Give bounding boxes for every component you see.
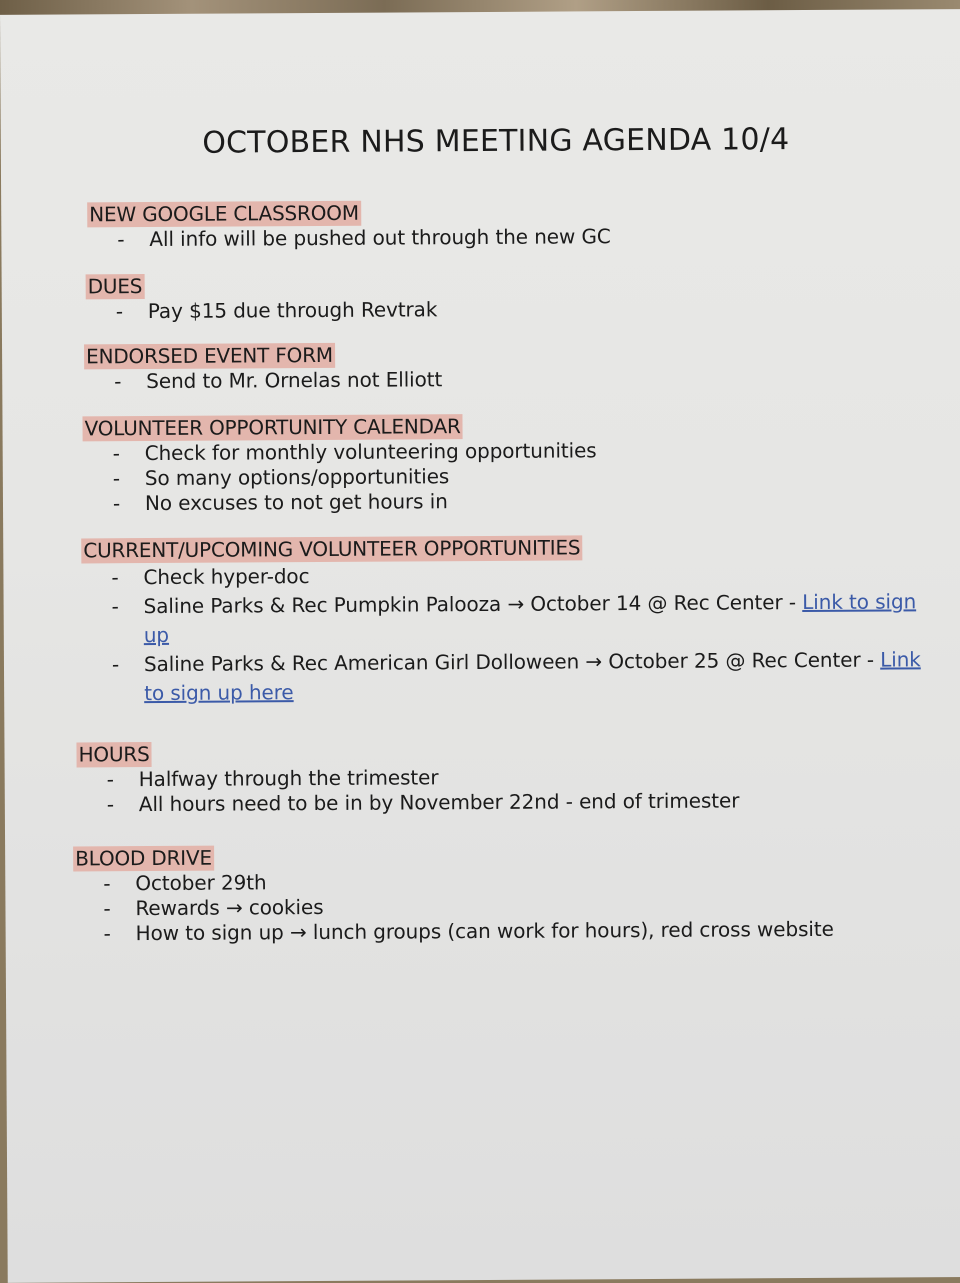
item-list	[83, 436, 943, 516]
section-volunteer-opportunities	[81, 533, 942, 708]
list-item: - Send to Mr. Ornelas not Elliott	[114, 364, 944, 394]
item-list	[84, 364, 944, 394]
section-heading: CURRENT/UPCOMING VOLUNTEER OPPORTUNITIES	[81, 535, 582, 563]
item-list	[73, 866, 933, 946]
list-item: - How to sign up → lunch groups (can work for hours), red cross website	[104, 916, 934, 946]
page-title: OCTOBER NHS MEETING AGENDA 10/4	[202, 122, 790, 161]
list-item: - October 29th	[103, 866, 933, 896]
section-blood-drive	[73, 841, 934, 946]
section-heading: NEW GOOGLE CLASSROOM	[87, 201, 361, 228]
section-heading: VOLUNTEER OPPORTUNITY CALENDAR	[82, 414, 462, 441]
item-text: Saline Parks & Rec American Girl Dolloween → October 25 @ Rec Center -	[143, 647, 881, 677]
list-item: - Rewards → cookies	[103, 891, 933, 921]
list-item: - All hours need to be in by November 22nd - end of trimester	[107, 787, 937, 817]
list-item: - All info will be pushed out through the new GC	[117, 222, 947, 252]
list-item: - Halfway through the trimester	[107, 762, 937, 792]
list-item-dolloween	[112, 645, 942, 708]
list-item: - No excuses to not get hours in	[113, 486, 943, 516]
section-heading: BLOOD DRIVE	[73, 846, 214, 872]
section-hours	[76, 737, 936, 817]
section-heading: DUES	[86, 274, 145, 299]
section-endorsed-event-form	[84, 339, 944, 394]
item-text: Saline Parks & Rec Pumpkin Palooza → October 14 @ Rec Center -	[143, 590, 803, 619]
list-item: - Check hyper-doc	[111, 558, 941, 592]
list-item: - Pay $15 due through Revtrak	[116, 294, 946, 324]
item-list	[81, 558, 942, 708]
item-list	[77, 762, 937, 817]
agenda-paper	[0, 9, 960, 1283]
list-item-pumpkin-palooza	[112, 587, 942, 650]
list-item: - Check for monthly volunteering opportunities	[113, 436, 943, 466]
section-new-google-classroom	[87, 197, 947, 252]
sign-up-link[interactable]: Link to sign up	[143, 589, 917, 648]
section-heading: HOURS	[76, 742, 151, 767]
section-volunteer-calendar	[82, 411, 943, 516]
item-list	[86, 294, 946, 324]
sign-up-here-link[interactable]: Link to sign up here	[144, 647, 921, 706]
list-item: - So many options/opportunities	[113, 461, 943, 491]
item-list	[87, 222, 947, 252]
section-heading: ENDORSED EVENT FORM	[84, 343, 335, 370]
section-dues	[86, 269, 946, 324]
